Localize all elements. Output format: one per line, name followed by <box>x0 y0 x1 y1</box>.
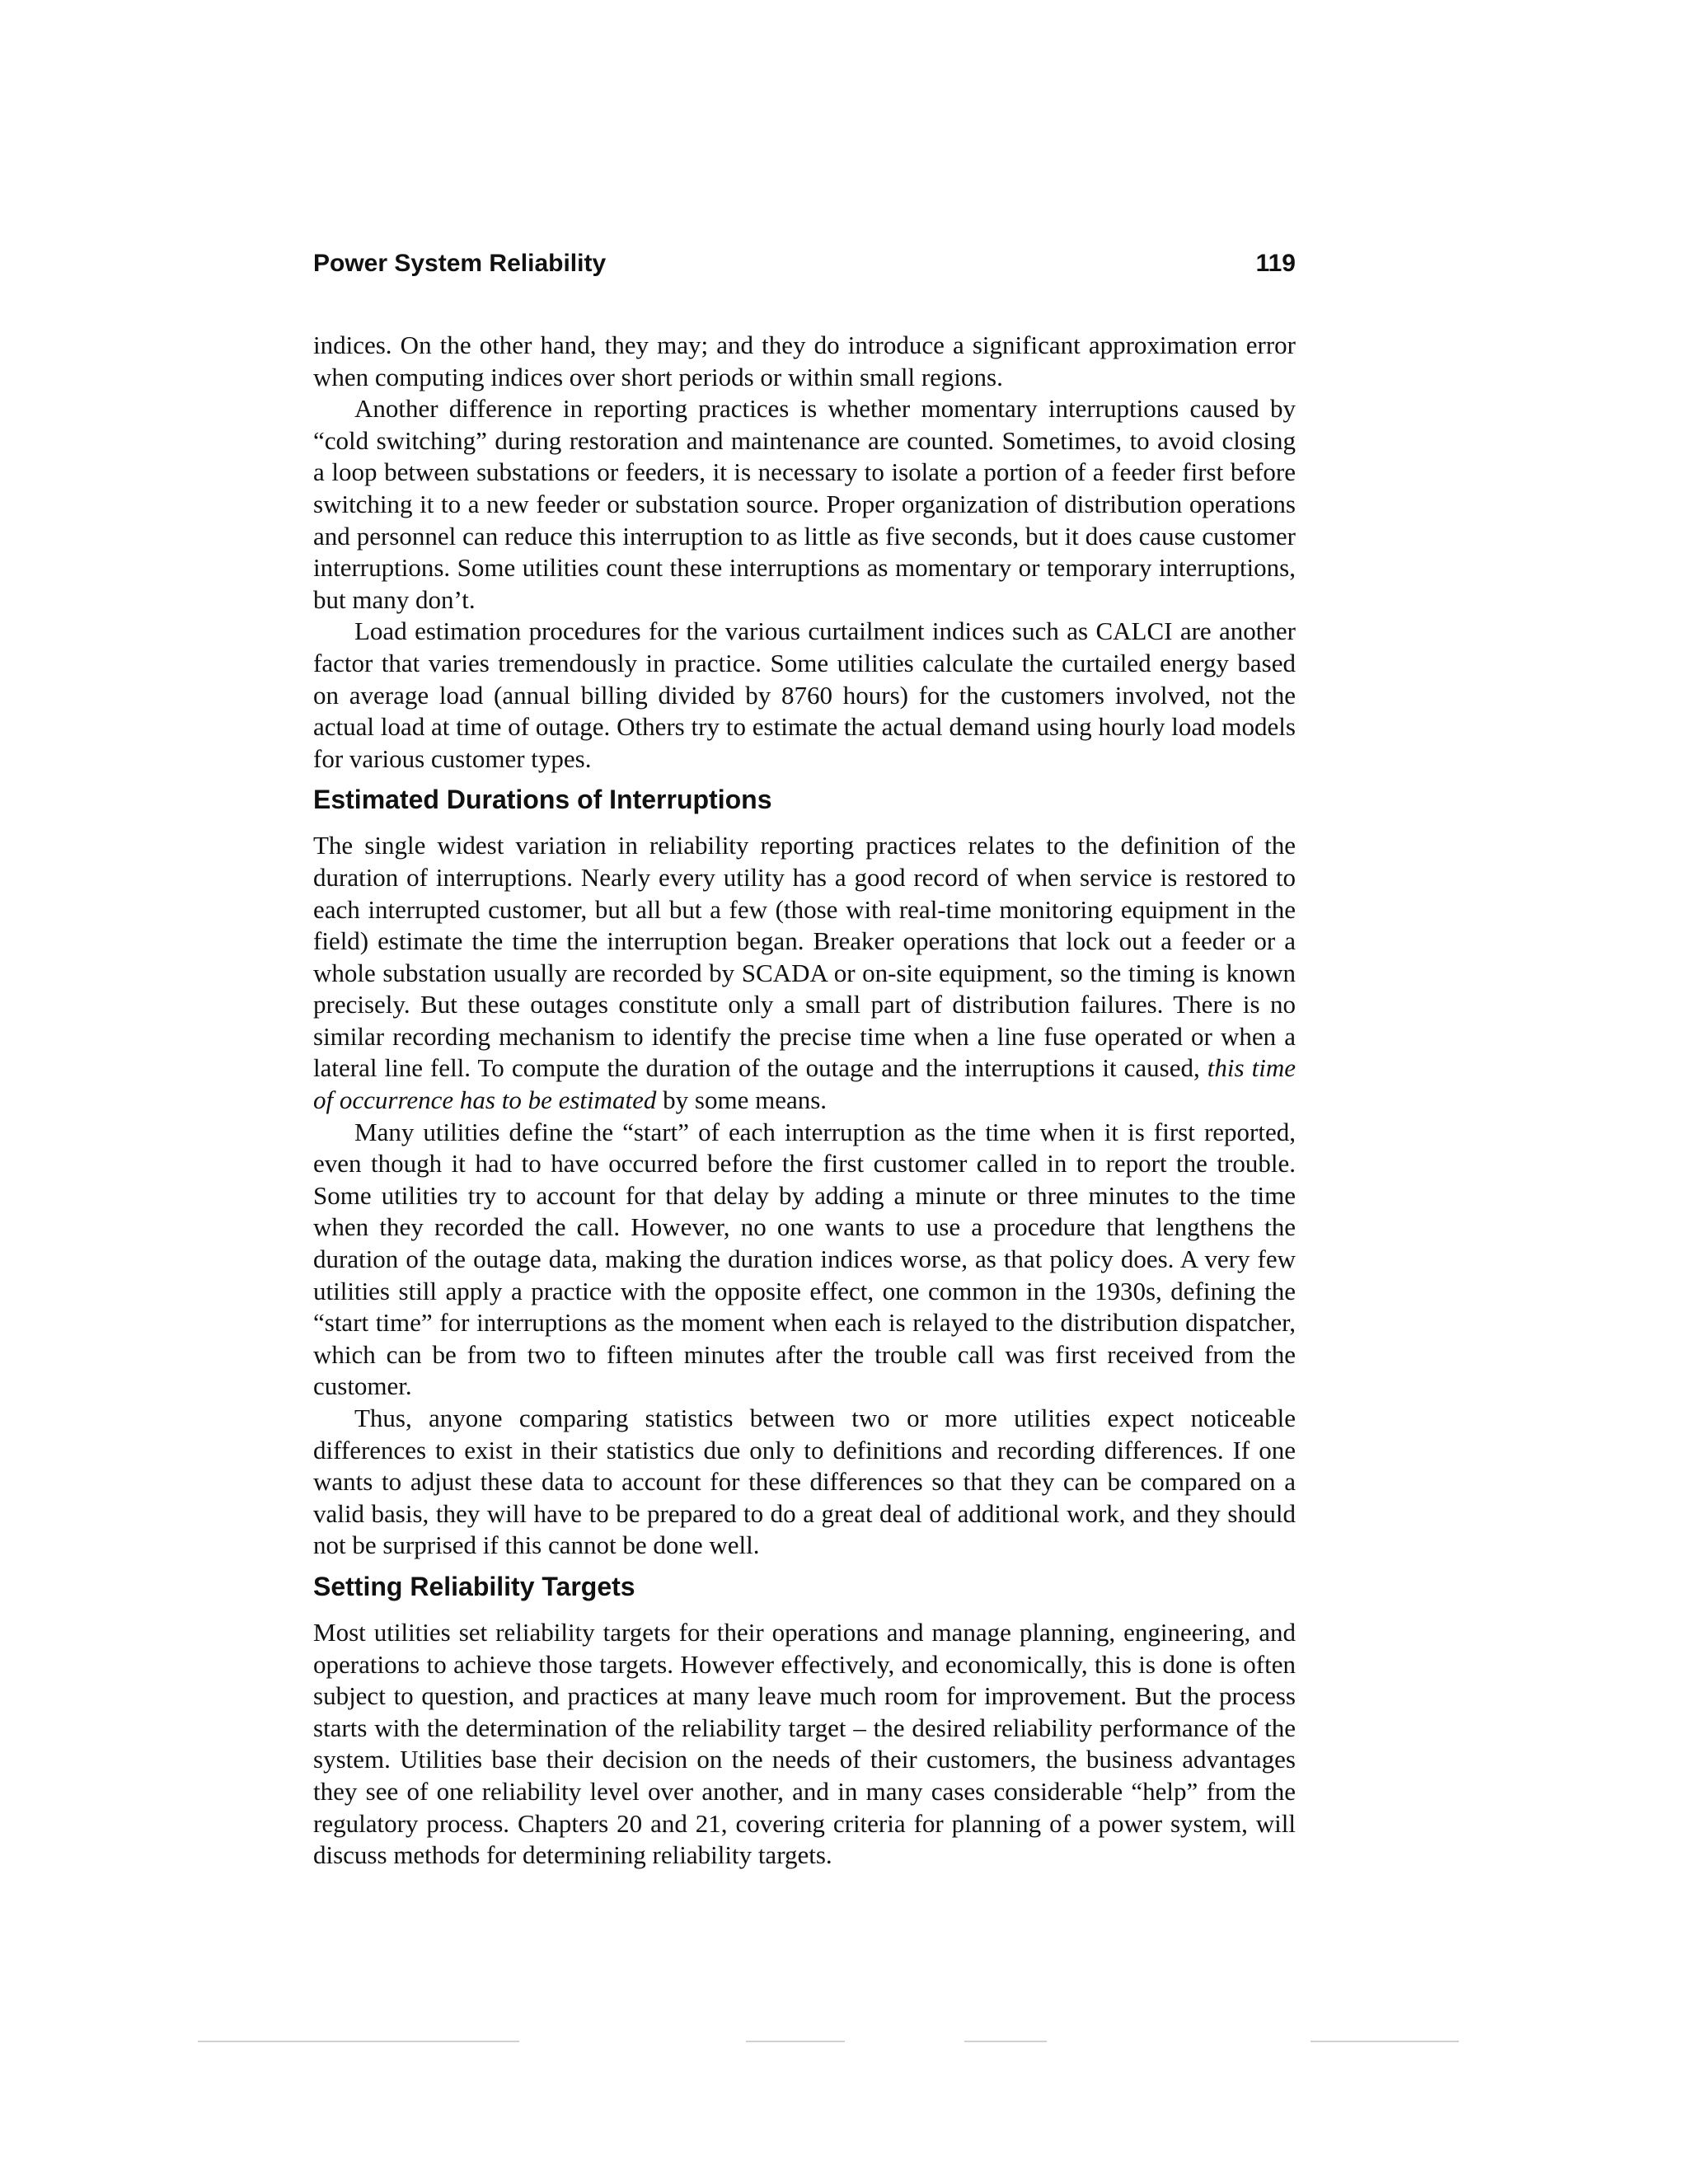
scan-artifact-line <box>1311 2041 1459 2042</box>
paragraph-text: The single widest variation in reliability reporting practices relates to the definition of the duration of interruptions. Nearly every utility has a good record of when service is restored to each interrupted customer, but all but a few (those with real-time monitoring equipment in the field) estimate the time the interruption began. Breaker operations that lock out a feeder or a whole substation usually are recorded by SCADA or on-site equipment, so the timing is known precisely. But these outages constitute only a small part of distribution failures. There is no similar recording mechanism to identify the precise time when a line fuse operated or when a lateral line fell. To compute the duration of the outage and the interruptions it caused, <box>313 831 1296 1083</box>
paragraph: Many utilities define the “start” of each interruption as the time when it is first reported, even though it had to have occurred before the first customer called in to report the trouble. Some utilities try to account for that delay by adding a minute or three minutes to the time when they recorded the call. However, no one wants to use a procedure that lengthens the duration of the outage data, making the duration indices worse, as that policy does. A very few utilities still apply a practice with the opposite effect, one common in the 1930s, defining the “start time” for interruptions as the moment when each is relayed to the distribution dispatcher, which can be from two to fifteen minutes after the trouble call was first received from the customer. <box>313 1117 1296 1401</box>
paragraph: Another difference in reporting practices is whether momentary interruptions caused by “cold switching” during restoration and maintenance are counted. Sometimes, to avoid closing a loop between substations or feeders, it is necessary to isolate a portion of a feeder first before switching it to a new feeder or substation source. Proper organization of distribution operations and personnel can reduce this interruption to as little as five seconds, but it does cause customer interruptions. Some utilities count these interruptions as momentary or temporary interruptions, but many don’t. <box>313 394 1296 614</box>
paragraph: Thus, anyone comparing statistics between two or more utilities expect noticeable differences to exist in their statistics due only to definitions and recording differences. If one wants to adjust these data to account for these differences so that they can be compared on a valid basis, they will have to be prepared to do a great deal of additional work, and they should not be surprised if this cannot be done well. <box>313 1404 1296 1560</box>
paragraph-text: by some means. <box>663 1085 828 1115</box>
paragraph <box>313 830 1296 1116</box>
body-text <box>313 330 1296 1872</box>
running-header <box>313 250 1296 289</box>
scan-artifact-line <box>198 2041 519 2042</box>
chapter-title: Power System Reliability <box>313 250 607 277</box>
paragraph: indices. On the other hand, they may; and they do introduce a significant approximation error when computing indices over short periods or within small regions. <box>313 330 1296 391</box>
section-heading: Setting Reliability Targets <box>313 1571 635 1601</box>
scan-artifact-line <box>964 2041 1047 2042</box>
paragraph: Load estimation procedures for the various curtailment indices such as CALCI are another factor that varies tremendously in practice. Some utilities calculate the curtailed energy based on average load (annual billing divided by 8760 hours) for the customers involved, not the actual load at time of outage. Others try to estimate the actual demand using hourly load models for various customer types. <box>313 616 1296 773</box>
paragraph: Most utilities set reliability targets for their operations and manage planning, engineering, and operations to achieve those targets. However effectively, and economically, this is done is often subject to question, and practices at many leave much room for improvement. But the process starts with the determination of the reliability target – the desired reliability performance of the system. Utilities base their decision on the needs of their customers, the business advantages they see of one reliability level over another, and in many cases considerable “help” from the regulatory process. Chapters 20 and 21, covering criteria for planning of a power system, will discuss methods for determining reliability targets. <box>313 1617 1296 1870</box>
scan-artifact-line <box>746 2041 845 2042</box>
emphasis-text: this time of occurrence has to be estimated <box>313 1053 1296 1115</box>
page-number: 119 <box>1255 250 1296 277</box>
section-heading: Estimated Durations of Interruptions <box>313 785 772 815</box>
